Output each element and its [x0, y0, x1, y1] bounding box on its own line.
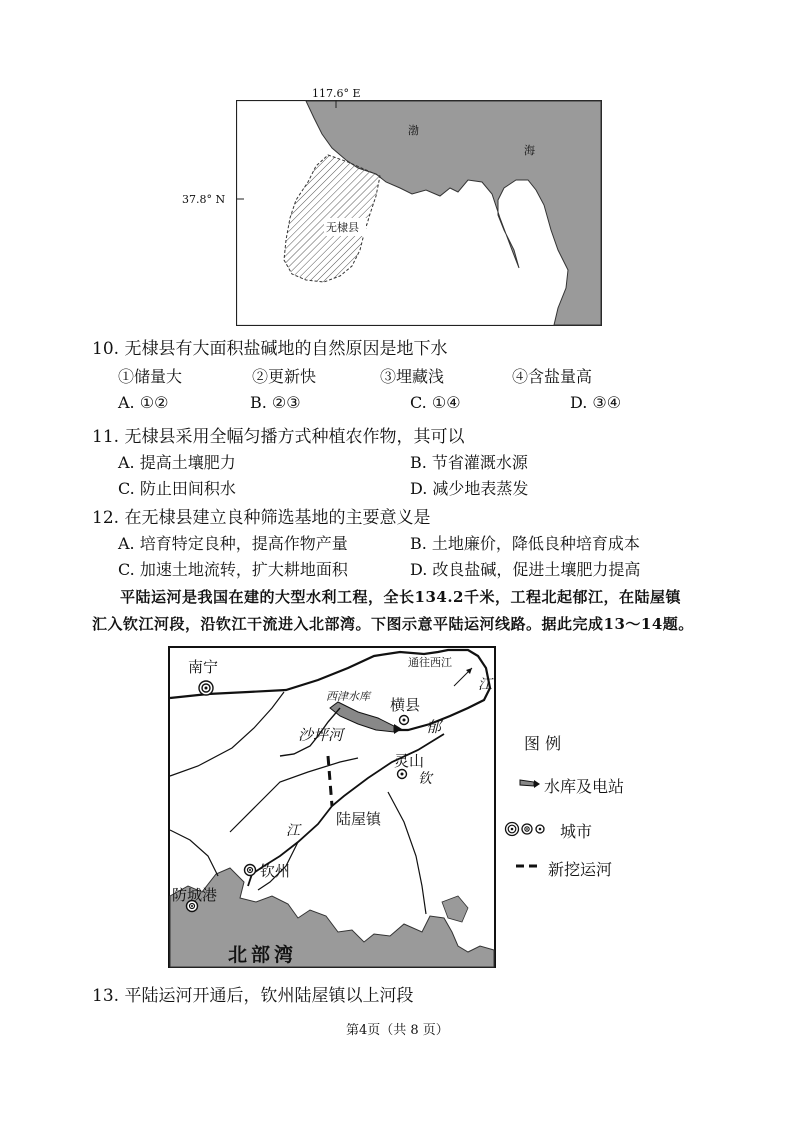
- qinzhou-marker: [245, 865, 256, 876]
- q10-item-2: ②更新快: [252, 367, 317, 386]
- map-wudi-svg: [236, 100, 602, 326]
- legend-canal-icon: [514, 861, 544, 871]
- label-yu: 郁: [426, 718, 442, 736]
- q12-stem: 12. 在无棣县建立良种筛选基地的主要意义是: [92, 508, 431, 528]
- label-jiang-2: 江: [286, 823, 300, 839]
- legend-city: 城市: [560, 822, 593, 841]
- intro-line-2: 汇入钦江河段，沿钦江干流进入北部湾。下图示意平陆运河线路。据此完成13～14题。: [92, 615, 694, 633]
- label-hengxian: 横县: [390, 696, 421, 714]
- sea-label-2: 海: [524, 144, 535, 157]
- q10-item-4: ④含盐量高: [512, 367, 593, 386]
- q11-option-c[interactable]: C. 防止田间积水: [118, 479, 236, 498]
- legend-reservoir-icon: [518, 775, 544, 791]
- label-nanning: 南宁: [188, 658, 219, 676]
- label-shaping-river: 沙坪河: [298, 726, 344, 744]
- county-label: 无棣县: [326, 221, 359, 234]
- label-luwu: 陆屋镇: [336, 810, 382, 828]
- sea-label-1: 渤: [408, 124, 419, 137]
- q10-stem: 10. 无棣县有大面积盐碱地的自然原因是地下水: [92, 339, 448, 359]
- map-wudi: [236, 100, 602, 326]
- q12-option-a[interactable]: A. 培育特定良种，提高作物产量: [118, 534, 348, 553]
- q10-option-a[interactable]: A. ①②: [118, 393, 169, 412]
- q12-option-d[interactable]: D. 改良盐碱，促进土壤肥力提高: [410, 560, 641, 579]
- nanning-marker: [199, 681, 213, 695]
- map-pinglu-canal: [168, 646, 496, 968]
- q10-option-b[interactable]: B. ②③: [250, 393, 301, 412]
- legend-canal: 新挖运河: [548, 860, 613, 879]
- legend-reservoir: 水库及电站: [544, 777, 625, 796]
- label-xijin-reservoir: 西津水库: [326, 690, 370, 703]
- label-fangchenggang: 防城港: [172, 886, 218, 904]
- legend-city-icon: [504, 820, 546, 838]
- q11-option-a[interactable]: A. 提高土壤肥力: [118, 453, 236, 472]
- label-to-xijiang: 通往西江: [408, 656, 452, 669]
- q11-stem: 11. 无棣县采用全幅匀播方式种植农作物，其可以: [92, 427, 465, 447]
- q12-option-c[interactable]: C. 加速土地流转，扩大耕地面积: [118, 560, 348, 579]
- legend-title: 图 例: [524, 734, 562, 753]
- label-jiang-top: 江: [478, 677, 492, 693]
- intro-line-1: 平陆运河是我国在建的大型水利工程，全长134.2千米，工程北起郁江，在陆屋镇: [120, 588, 681, 606]
- q11-option-b[interactable]: B. 节省灌溉水源: [410, 453, 528, 472]
- longitude-label: 117.6° E: [312, 87, 361, 100]
- latitude-label: 37.8° N: [182, 193, 226, 206]
- q10-item-3: ③埋藏浅: [380, 367, 445, 386]
- label-lingshan: 灵山: [394, 752, 425, 770]
- q11-option-d[interactable]: D. 减少地表蒸发: [410, 479, 529, 498]
- q10-option-c[interactable]: C. ①④: [410, 393, 461, 412]
- q13-stem: 13. 平陆运河开通后，钦州陆屋镇以上河段: [92, 986, 414, 1006]
- label-qinzhou: 钦州: [260, 862, 291, 880]
- label-qin: 钦: [418, 771, 432, 787]
- label-beibu-bay: 北部湾: [228, 944, 298, 966]
- page-number: 第4页（共 8 页）: [346, 1023, 449, 1038]
- hengxian-marker: [400, 716, 409, 725]
- q10-option-d[interactable]: D. ③④: [570, 393, 622, 412]
- q12-option-b[interactable]: B. 土地廉价，降低良种培育成本: [410, 534, 640, 553]
- q10-item-1: ①储量大: [118, 367, 183, 386]
